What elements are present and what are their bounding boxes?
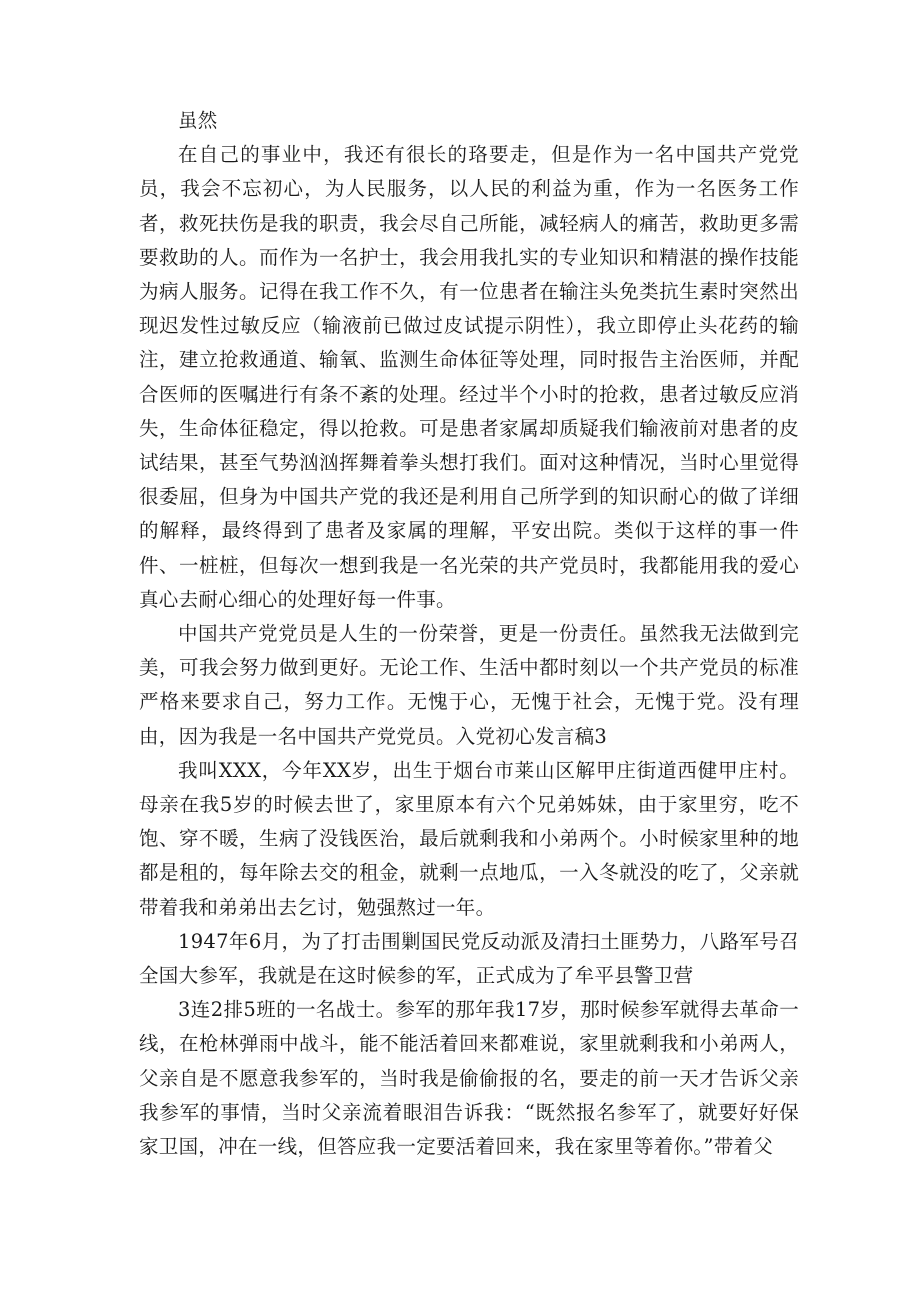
paragraph-4: 我叫XXX，今年XX岁，出生于烟台市莱山区解甲庄街道西健甲庄村。母亲在我5岁的时候去世了，家里原本有六个兄弟姊妹，由于家里穷，吃不饱、穿不暖，生病了没钱医治，最后就剩我和小弟两个。小时候家里种的地都是租的，每年除去交的租金，就剩一点地瓜，一入冬就没的吃了，父亲就带着我和弟弟出去乞讨，勉强熬过一年。	[139, 758, 799, 919]
paragraph-5: 1947年6月，为了打击围剿国民党反动派及清扫土匪势力，八路军号召全国大参军，我就是在这时候参的军，正式成为了牟平县警卫营	[139, 929, 799, 988]
paragraph-2: 在自己的事业中，我还有很长的珞要走，但是作为一名中国共产党党员，我会不忘初心，为人民服务，以人民的利益为重，作为一名医务工作者，救死扶伤是我的职责，我会尽自己所能，减轻病人的痛苦，救助更多需要救助的人。而作为一名护士，我会用我扎实的专业知识和精湛的操作技能为病人服务。记得在我工作不久，有一位患者在输注头免类抗生素时突然出现迟发性过敏反应（输液前已做过皮试提示阴性），我立即停止头花药的输注，建立抢救通道、输氧、监测生命体征等处理，同时报告主治医师，并配合医师的医嘱进行有条不紊的处理。经过半个小时的抢救，患者过敏反应消失，生命体征稳定，得以抢救。可是患者家属却质疑我们输液前对患者的皮试结果，甚至气势汹汹挥舞着拳头想打我们。面对这种情况，当时心里觉得很委屈，但身为中国共产党的我还是利用自己所学到的知识耐心的做了详细的解释，最终得到了患者及家属的理解，平安出院。类似于这样的事一件件、一桩桩，但每次一想到我是一名光荣的共产党员时，我都能用我的爱心真心去耐心细心的处理好每一件事。	[139, 143, 799, 611]
document-body	[139, 104, 799, 1164]
paragraph-6: 3连2排5班的一名战士。参军的那年我17岁，那时候参军就得去革命一线，在枪林弹雨中战斗，能不能活着回来都难说，家里就剩我和小弟两人，父亲自是不愿意我参军的，当时我是偷偷报的名，要走的前一天才告诉父亲我参军的事情，当时父亲流着眼泪告诉我：“既然报名参军了，就要好好保家卫国，冲在一线，但答应我一定要活着回来，我在家里等着你。”带着父	[139, 998, 799, 1159]
paragraph-1: 虽然	[178, 109, 218, 132]
paragraph-3: 中国共产党党员是人生的一份荣誉，更是一份责任。虽然我无法做到完美，可我会努力做到更好。无论工作、生活中都时刻以一个共产党员的标准严格来要求自己，努力工作。无愧于心，无愧于社会，无愧于党。没有理由，因为我是一名中国共产党党员。入党初心发言稿3	[139, 622, 799, 748]
